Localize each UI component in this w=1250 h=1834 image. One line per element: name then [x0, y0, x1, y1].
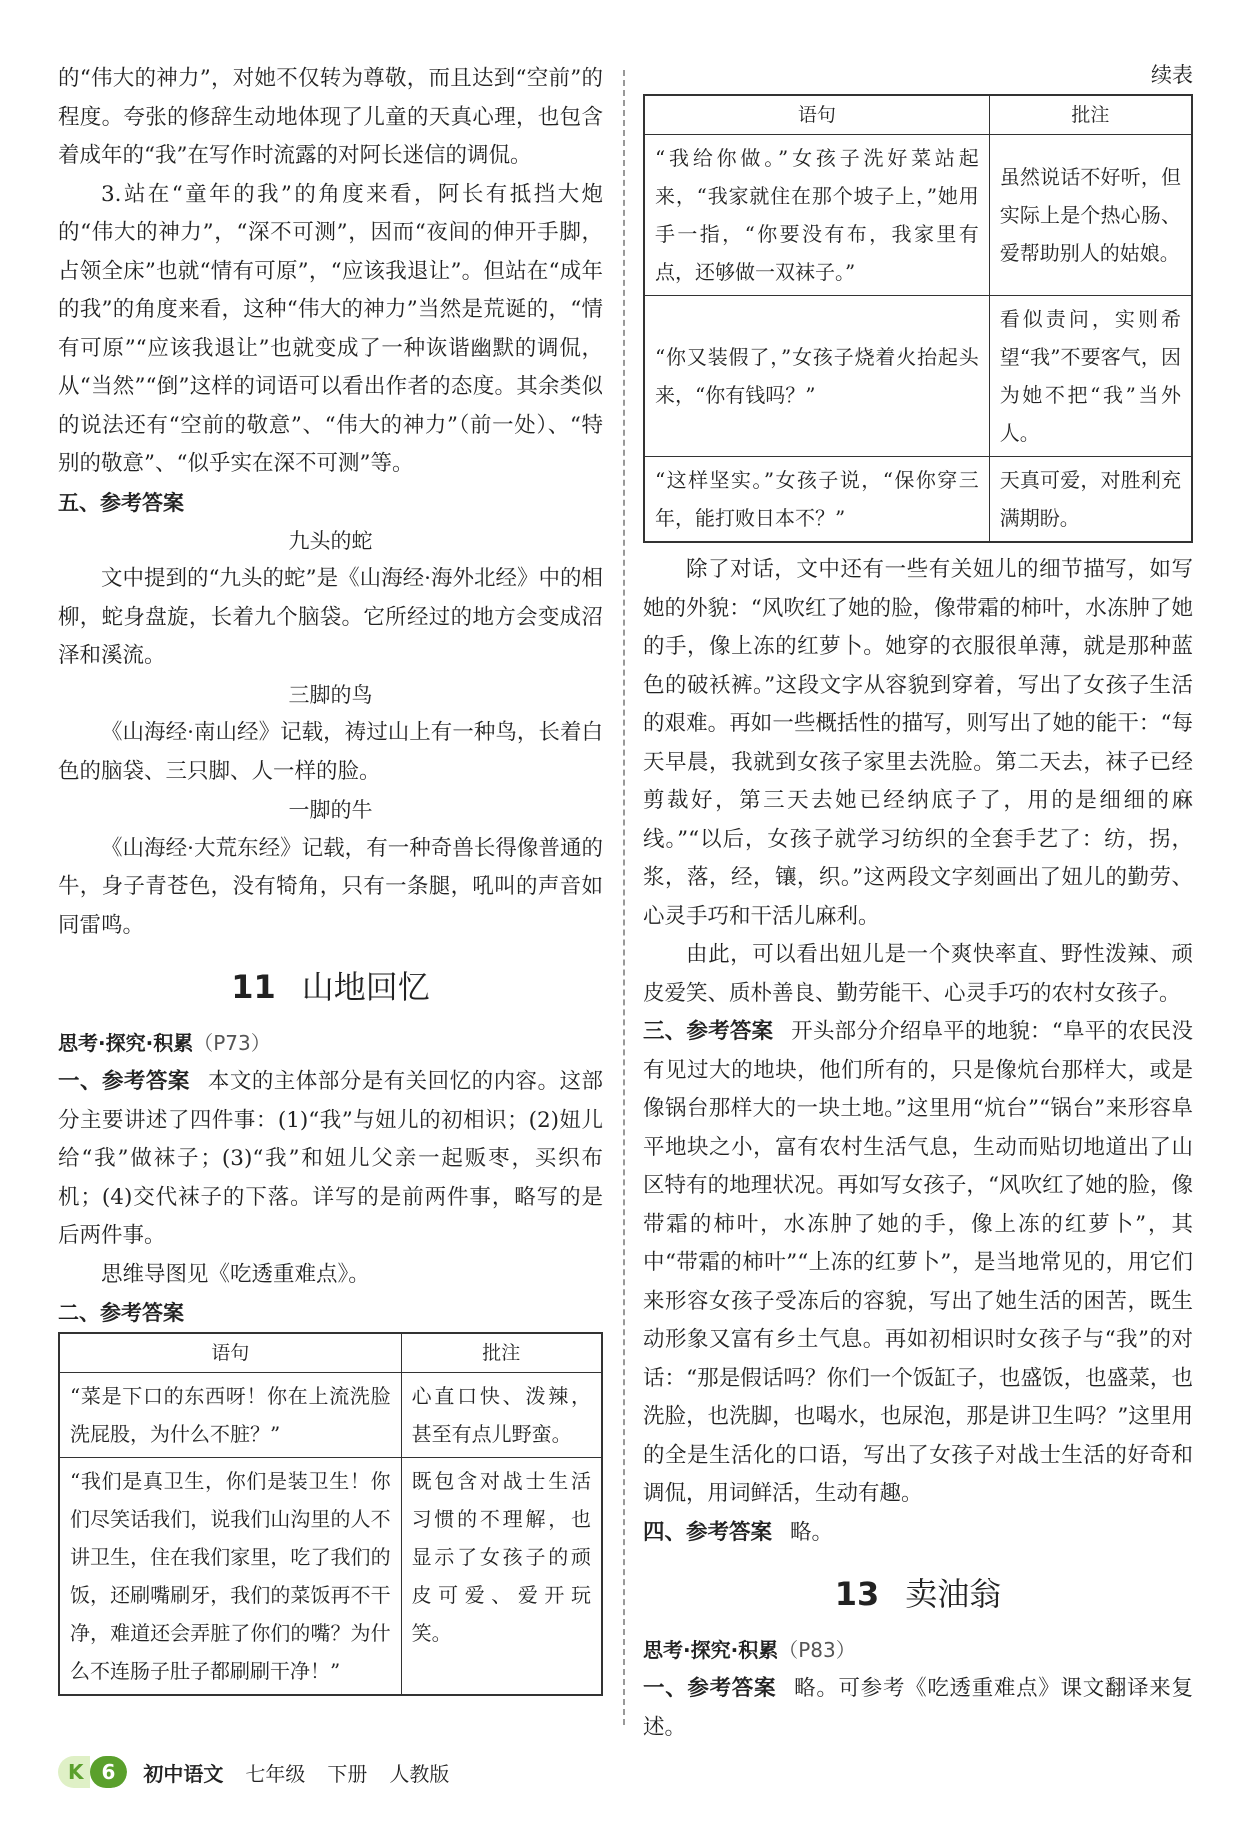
subheading: 一脚的牛 — [288, 798, 373, 822]
answer-label: 一、参考答案 — [58, 1069, 190, 1094]
table-cell: “我给你做。”女孩子洗好菜站起来，“我家就住在那个坡子上，”她用手一指，“你要没有布，我家里有点，还够做一双袜子。” — [644, 135, 989, 296]
continued-label: 续表 — [1151, 63, 1193, 87]
answer-label: 三、参考答案 — [643, 1019, 774, 1044]
lesson-number: 13 — [834, 1575, 880, 1613]
table-header: 语句 — [59, 1333, 401, 1373]
table-row — [644, 135, 1192, 296]
page-ref: （P83） — [778, 1638, 856, 1662]
footer-subject: 初中语文 — [143, 1761, 224, 1786]
footer-edition: 人教版 — [389, 1761, 450, 1786]
table-cell: 看似责问，实则希望“我”不要客气，因为她不把“我”当外人。 — [989, 296, 1192, 457]
lesson-title — [643, 1564, 1193, 1624]
footer-volume: 下册 — [327, 1761, 368, 1786]
paragraph: 思维导图见《吃透重难点》。 — [101, 1261, 370, 1287]
table-cell: 虽然说话不好听，但实际上是个热心肠、爱帮助别人的姑娘。 — [989, 135, 1192, 296]
column-divider — [623, 70, 625, 1725]
table-header-row — [644, 95, 1192, 135]
section-subtitle — [58, 1023, 603, 1063]
section-subtitle — [643, 1630, 1193, 1670]
answer-text: 略。 — [790, 1519, 834, 1545]
table-cell: 既包含对战士生活习惯的不理解，也显示了女孩子的顽皮可爱、爱开玩笑。 — [401, 1458, 602, 1696]
answer-paragraph — [643, 1013, 1193, 1514]
page-number-badge — [58, 1756, 127, 1788]
k-logo-icon: K — [58, 1756, 90, 1788]
subtitle-text: 思考·探究·积累 — [643, 1638, 779, 1662]
lesson-number: 11 — [231, 968, 276, 1006]
table-cell: “你又装假了，”女孩子烧着火抬起头来，“你有钱吗？” — [644, 296, 989, 457]
table-row — [644, 457, 1192, 543]
table-header: 批注 — [401, 1333, 602, 1373]
subheading: 九头的蛇 — [288, 528, 373, 553]
table-header: 批注 — [989, 95, 1192, 135]
table-row — [59, 1458, 602, 1696]
table-cell: “这样坚实。”女孩子说，“保你穿三年，能打败日本不？” — [644, 457, 989, 543]
table-header-row — [59, 1333, 602, 1373]
paragraph: 文中提到的“九头的蛇”是《山海经·海外北经》中的相柳，蛇身盘旋，长着九个脑袋。它所经过的地方会变成沼泽和溪流。 — [58, 566, 603, 668]
lesson-name: 山地回忆 — [301, 968, 430, 1006]
table-row — [59, 1373, 602, 1458]
table-row — [644, 296, 1192, 457]
answer-paragraph — [58, 1063, 603, 1256]
lesson-name: 卖油翁 — [905, 1575, 1002, 1613]
page-footer — [58, 1752, 471, 1792]
paragraph: 由此，可以看出妞儿是一个爽快率直、野性泼辣、顽皮爱笑、质朴善良、勤劳能干、心灵手巧的农村女孩子。 — [643, 942, 1193, 1006]
table-cell: 心直口快、泼辣，甚至有点儿野蛮。 — [401, 1373, 602, 1458]
page-number: 6 — [90, 1756, 128, 1788]
left-column — [58, 60, 603, 1696]
annotation-table-continued — [643, 94, 1193, 543]
table-cell: 天真可爱，对胜利充满期盼。 — [989, 457, 1192, 543]
lesson-title — [58, 957, 603, 1017]
answer-text: 略。可参考《吃透重难点》课文翻译来复述。 — [643, 1676, 1193, 1740]
table-cell: “菜是下口的东西呀！你在上流洗脸洗屁股，为什么不脏？” — [59, 1373, 401, 1458]
paragraph: 《山海经·南山经》记载，祷过山上有一种鸟，长着白色的脑袋、三只脚、人一样的脸。 — [58, 720, 603, 784]
answer-paragraph — [643, 1514, 1193, 1553]
page-ref: （P73） — [193, 1031, 271, 1055]
subheading: 三脚的鸟 — [288, 682, 373, 707]
paragraph: 的“伟大的神力”，对她不仅转为尊敬，而且达到“空前”的程度。夸张的修辞生动地体现了儿童的天真心理，也包含着成年的“我”在写作时流露的对阿长迷信的调侃。 — [58, 66, 603, 168]
paragraph: 除了对话，文中还有一些有关妞儿的细节描写，如写她的外貌：“风吹红了她的脸，像带霜的柿叶，水冻肿了她的手，像上冻的红萝卜。她穿的衣服很单薄，就是那种蓝色的破袄裤。”这段文字从容貌到穿着，写出了女孩子生活的艰难。再如一些概括性的描写，则写出了她的能干：“每天早晨，我就到女孩子家里去洗脸。第二天去，袜子已经剪裁好，第三天去她已经纳底子了，用的是细细的麻线。”“以后，女孩子就学习纺织的全套手艺了：纺，拐，浆，落，经，镶，织。”这两段文字刻画出了妞儿的勤劳、心灵手巧和干活儿麻利。 — [643, 557, 1193, 929]
annotation-table — [58, 1332, 603, 1696]
answer-label: 一、参考答案 — [643, 1676, 777, 1701]
answer-label: 四、参考答案 — [643, 1519, 773, 1545]
right-column — [643, 60, 1193, 1747]
answer-text: 开头部分介绍阜平的地貌：“阜平的农民没有见过大的地块，他们所有的，只是像炕台那样大，或是像锅台那样大的一块土地。”这里用“炕台”“锅台”来形容阜平地块之小，富有农村生活气息，生动而贴切地道出了山区特有的地理状况。再如写女孩子，“风吹红了她的脸，像带霜的柿叶，水冻肿了她的手，像上冻的红萝卜”，其中“带霜的柿叶”“上冻的红萝卜”，是当地常见的，用它们来形容女孩子受冻后的容貌，写出了她生活的困苦，既生动形象又富有乡土气息。再如初相识时女孩子与“我”的对话：“那是假话吗？你们一个饭缸子，也盛饭，也盛菜，也洗脸，也洗脚，也喝水，也尿泡，那是讲卫生吗？”这里用的全是生活化的口语，写出了女孩子对战士生活的好奇和调侃，用词鲜活，生动有趣。 — [643, 1019, 1193, 1506]
table-header: 语句 — [644, 95, 989, 135]
section-heading: 五、参考答案 — [58, 490, 184, 515]
paragraph: 《山海经·大荒东经》记载，有一种奇兽长得像普通的牛，身子青苍色，没有犄角，只有一条腿，吼叫的声音如同雷鸣。 — [58, 835, 603, 938]
answer-label: 二、参考答案 — [58, 1301, 184, 1325]
table-cell: “我们是真卫生，你们是装卫生！你们尽笑话我们，说我们山沟里的人不讲卫生，住在我们家里，吃了我们的饭，还刷嘴刷牙，我们的菜饭再不干净，难道还会弄脏了你们的嘴？为什么不连肠子肚子都刷刷干净！” — [59, 1458, 401, 1696]
paragraph: 3.站在“童年的我”的角度来看，阿长有抵挡大炮的“伟大的神力”，“深不可测”，因而“夜间的伸开手脚，占领全床”也就“情有可原”，“应该我退让”。但站在“成年的我”的角度来看，这种“伟大的神力”当然是荒诞的，“情有可原”“应该我退让”也就变成了一种诙谐幽默的调侃，从“当然”“倒”这样的词语可以看出作者的态度。其余类似的说法还有“空前的敬意”、“伟大的神力”（前一处）、“特别的敬意”、“似乎实在深不可测”等。 — [58, 181, 603, 476]
answer-text: 本文的主体部分是有关回忆的内容。这部分主要讲述了四件事：(1)“我”与妞儿的初相识；(2)妞儿给“我”做袜子；(3)“我”和妞儿父亲一起贩枣，买织布机；(4)交代袜子的下落。详写的是前两件事，略写的是后两件事。 — [58, 1069, 603, 1248]
footer-grade: 七年级 — [245, 1761, 306, 1786]
subtitle-text: 思考·探究·积累 — [58, 1031, 194, 1055]
answer-paragraph — [643, 1670, 1193, 1747]
